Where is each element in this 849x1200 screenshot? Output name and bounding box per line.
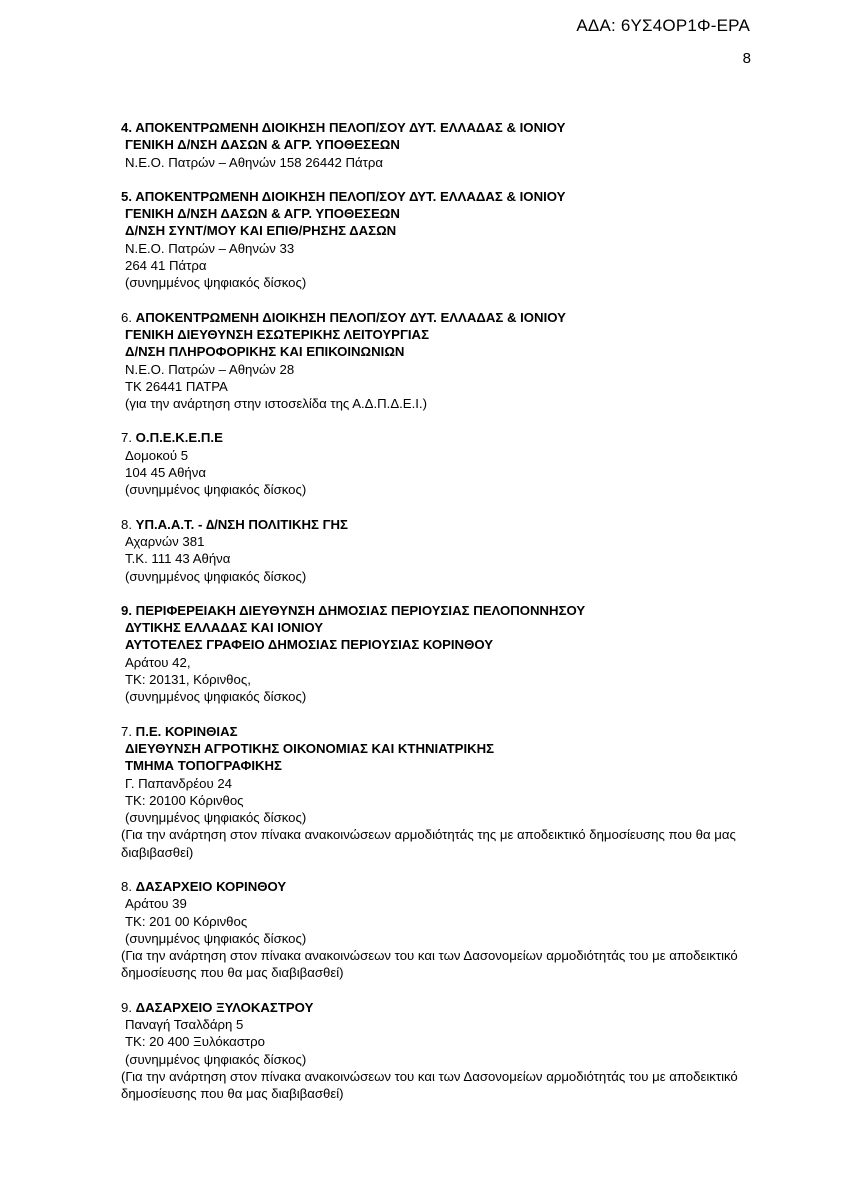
recipient-entry (121, 723, 761, 861)
recipient-subheading: ΓΕΝΙΚΗ Δ/ΝΣΗ ΔΑΣΩΝ & ΑΓΡ. ΥΠΟΘΕΣΕΩΝ (125, 137, 400, 153)
recipient-address: Δομοκού 5 (125, 447, 189, 463)
recipient-entry (121, 119, 761, 171)
recipient-heading: ΑΠΟΚΕΝΤΡΩΜΕΝΗ ΔΙΟΙΚΗΣΗ ΠΕΛΟΠ/ΣΟΥ ΔΥΤ. ΕΛΛΑΔΑΣ & ΙΟΝΙΟΥ (135, 309, 566, 325)
recipient-postcode: Τ.Κ. 111 43 Αθήνα (125, 551, 231, 567)
recipient-entry (121, 602, 761, 706)
recipient-postcode: ΤΚ: 20100 Κόρινθος (125, 792, 244, 808)
recipient-postcode: 264 41 Πάτρα (125, 258, 207, 274)
recipient-attachment-note: (συνημμένος ψηφιακός δίσκος) (125, 930, 307, 946)
recipient-number: 4. (121, 120, 136, 135)
recipient-address: Αράτου 39 (125, 896, 187, 912)
recipient-attachment-note: (συνημμένος ψηφιακός δίσκος) (125, 1051, 307, 1067)
recipient-address: Αράτου 42, (125, 654, 191, 670)
recipient-subheading: ΓΕΝΙΚΗ Δ/ΝΣΗ ΔΑΣΩΝ & ΑΓΡ. ΥΠΟΘΕΣΕΩΝ (125, 206, 400, 222)
recipient-subheading: Δ/ΝΣΗ ΠΛΗΡΟΦΟΡΙΚΗΣ ΚΑΙ ΕΠΙΚΟΙΝΩΝΙΩΝ (125, 344, 405, 360)
ada-code: ΑΔΑ: 6ΥΣ4ΟΡ1Φ-ΕΡΑ (576, 16, 750, 35)
recipient-heading-line (121, 723, 761, 740)
recipient-number: 8. (121, 878, 136, 894)
page-number: 8 (742, 50, 751, 67)
recipient-posting-note: (Για την ανάρτηση στον πίνακα ανακοινώσεων του και των Δασονομείων αρμοδιότητάς του με αποδεικτικό δημοσίευσης που θα μας διαβιβασθεί) (121, 948, 738, 981)
recipient-address: Ν.Ε.Ο. Πατρών – Αθηνών 33 (125, 240, 295, 256)
recipient-heading-line (121, 429, 761, 446)
recipient-heading-line (121, 516, 761, 533)
recipient-number: 5. (121, 188, 136, 204)
recipient-subheading: Δ/ΝΣΗ ΣΥΝΤ/ΜΟΥ ΚΑΙ ΕΠΙΘ/ΡΗΣΗΣ ΔΑΣΩΝ (125, 223, 397, 239)
recipient-entry (121, 878, 761, 982)
recipient-heading-line (121, 999, 761, 1016)
recipient-attachment-note: (συνημμένος ψηφιακός δίσκος) (125, 275, 307, 291)
recipient-heading-line (121, 309, 761, 326)
recipient-number: 9. (121, 999, 136, 1015)
recipient-heading: ΑΠΟΚΕΝΤΡΩΜΕΝΗ ΔΙΟΙΚΗΣΗ ΠΕΛΟΠ/ΣΟΥ ΔΥΤ. ΕΛΛΑΔΑΣ & ΙΟΝΙΟΥ (135, 120, 566, 135)
recipient-subheading: ΤΜΗΜΑ ΤΟΠΟΓΡΑΦΙΚΗΣ (125, 758, 282, 774)
recipient-subheading: ΑΥΤΟΤΕΛΕΣ ΓΡΑΦΕΙΟ ΔΗΜΟΣΙΑΣ ΠΕΡΙΟΥΣΙΑΣ ΚΟΡΙΝΘΟΥ (125, 637, 494, 653)
recipient-entry (121, 188, 761, 292)
recipient-number: 9. (121, 602, 136, 618)
recipient-number: 8. (121, 516, 136, 532)
recipient-attachment-note: (για την ανάρτηση στην ιστοσελίδα της Α.Δ.Π.Δ.Ε.Ι.) (125, 396, 427, 412)
recipient-heading-line (121, 119, 761, 136)
recipient-attachment-note: (συνημμένος ψηφιακός δίσκος) (125, 568, 307, 584)
recipient-heading: Π.Ε. ΚΟΡΙΝΘΙΑΣ (135, 723, 238, 739)
recipient-postcode: ΤΚ: 201 00 Κόρινθος (125, 913, 248, 929)
recipient-subheading: ΔΥΤΙΚΗΣ ΕΛΛΑΔΑΣ ΚΑΙ ΙΟΝΙΟΥ (125, 620, 324, 636)
recipient-heading: ΔΑΣΑΡΧΕΙΟ ΞΥΛΟΚΑΣΤΡΟΥ (135, 999, 314, 1015)
recipient-heading: Ο.Π.Ε.Κ.Ε.Π.Ε (135, 430, 223, 446)
recipient-postcode: 104 45 Αθήνα (125, 465, 206, 481)
recipient-number: 6. (121, 309, 136, 325)
recipient-heading: ΔΑΣΑΡΧΕΙΟ ΚΟΡΙΝΘΟΥ (135, 878, 287, 894)
recipient-address: Αχαρνών 381 (125, 533, 205, 549)
recipient-heading: ΠΕΡΙΦΕΡΕΙΑΚΗ ΔΙΕΥΘΥΝΣΗ ΔΗΜΟΣΙΑΣ ΠΕΡΙΟΥΣΙΑΣ ΠΕΛΟΠΟΝΝΗΣΟΥ (135, 602, 586, 618)
recipient-number: 7. (121, 430, 136, 446)
recipient-heading-line (121, 188, 761, 205)
recipient-subheading: ΔΙΕΥΘΥΝΣΗ ΑΓΡΟΤΙΚΗΣ ΟΙΚΟΝΟΜΙΑΣ ΚΑΙ ΚΤΗΝΙΑΤΡΙΚΗΣ (125, 740, 495, 756)
recipient-entry (121, 309, 761, 413)
recipient-heading: ΑΠΟΚΕΝΤΡΩΜΕΝΗ ΔΙΟΙΚΗΣΗ ΠΕΛΟΠ/ΣΟΥ ΔΥΤ. ΕΛΛΑΔΑΣ & ΙΟΝΙΟΥ (135, 188, 566, 204)
recipient-list (121, 119, 761, 1120)
recipient-posting-note: (Για την ανάρτηση στον πίνακα ανακοινώσεων αρμοδιότητάς της με αποδεικτικό δημοσίευσης που θα μας διαβιβασθεί) (121, 827, 736, 860)
recipient-number: 7. (121, 723, 136, 739)
recipient-attachment-note: (συνημμένος ψηφιακός δίσκος) (125, 482, 307, 498)
recipient-entry (121, 429, 761, 498)
recipient-postcode: ΤΚ: 20131, Κόρινθος, (125, 672, 251, 688)
recipient-attachment-note: (συνημμένος ψηφιακός δίσκος) (125, 810, 307, 826)
recipient-postcode: ΤΚ 26441 ΠΑΤΡΑ (125, 378, 228, 394)
recipient-address: Γ. Παπανδρέου 24 (125, 775, 233, 791)
recipient-heading: ΥΠ.Α.Α.Τ. - ∆/ΝΣΗ ΠΟΛΙΤΙΚΗΣ ΓΗΣ (135, 516, 348, 532)
recipient-subheading: ΓΕΝΙΚΗ ΔΙΕΥΘΥΝΣΗ ΕΣΩΤΕΡΙΚΗΣ ΛΕΙΤΟΥΡΓΙΑΣ (125, 326, 429, 342)
recipient-postcode: ΤΚ: 20 400 Ξυλόκαστρο (125, 1034, 265, 1050)
recipient-address: Παναγή Τσαλδάρη 5 (125, 1017, 244, 1033)
recipient-entry (121, 999, 761, 1103)
recipient-heading-line (121, 878, 761, 895)
recipient-address: Ν.Ε.Ο. Πατρών – Αθηνών 28 (125, 361, 295, 377)
recipient-address: Ν.Ε.Ο. Πατρών – Αθηνών 158 26442 Πάτρα (125, 154, 384, 170)
recipient-attachment-note: (συνημμένος ψηφιακός δίσκος) (125, 689, 307, 705)
recipient-heading-line (121, 602, 761, 619)
recipient-posting-note: (Για την ανάρτηση στον πίνακα ανακοινώσεων του και των Δασονομείων αρμοδιότητάς του με αποδεικτικό δημοσίευσης που θα μας διαβιβασθεί) (121, 1068, 738, 1102)
recipient-entry (121, 516, 761, 585)
